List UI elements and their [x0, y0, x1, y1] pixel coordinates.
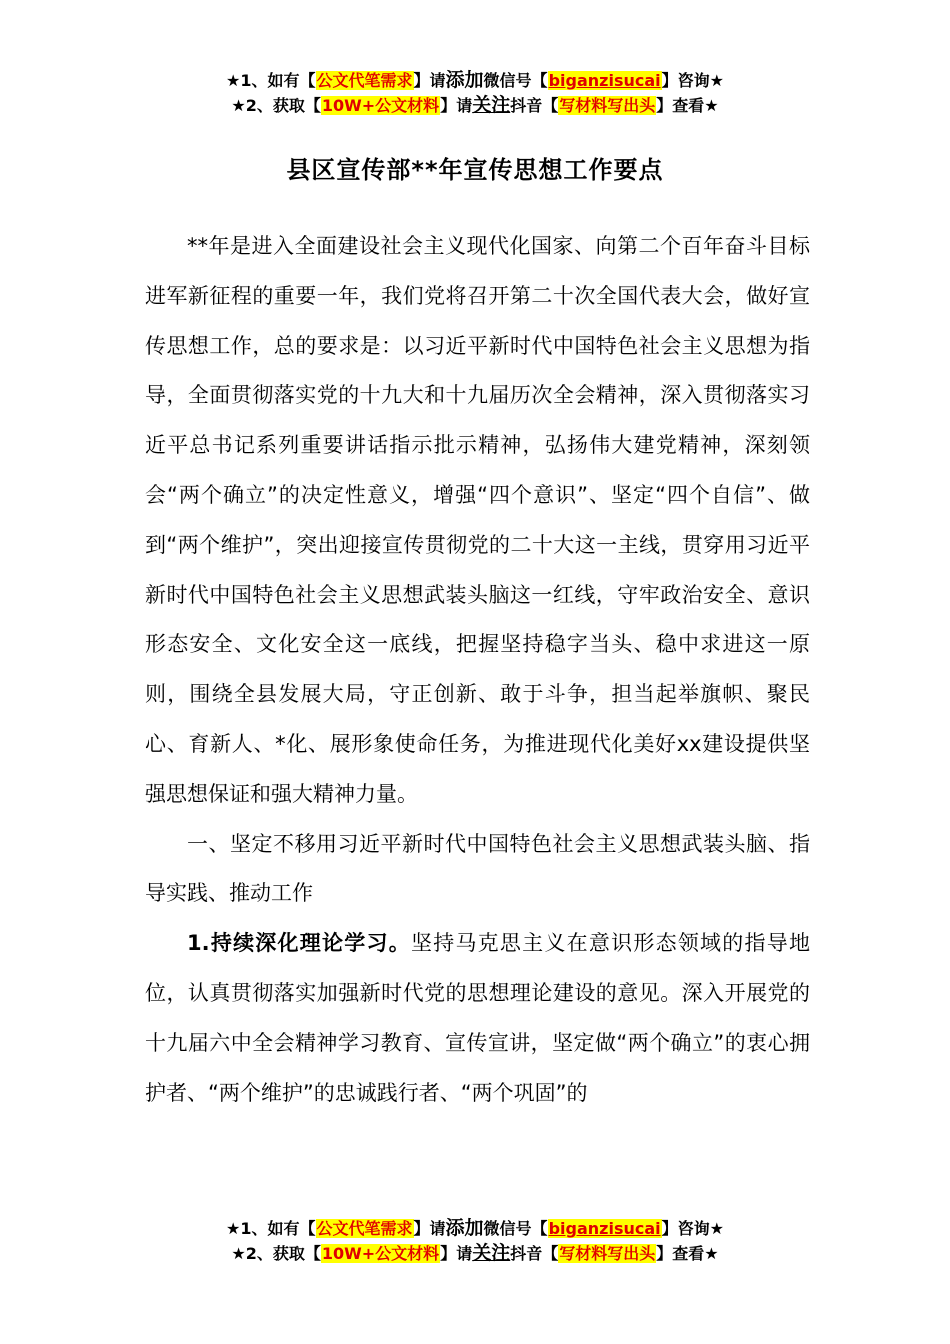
intro-paragraph: **年是进入全面建设社会主义现代化国家、向第二个百年奋斗目标进军新征程的重要一年，我们党将召开第二十次全国代表大会，做好宣传思想工作，总的要求是：以习近平新时代中国特色社会主义思想为指导，全面贯彻落实党的十九大和十九届历次全会精神，深入贯彻落实习近平总书记系列重要讲话指示批示精神，弘扬伟大建党精神，深刻领会“两个确立”的决定性意义，增强“四个意识”、坚定“四个自信”、做到“两个维护”，突出迎接宣传贯彻党的二十大这一主线，贯穿用习近平新时代中国特色社会主义思想武装头脑这一红线，守牢政治安全、意识形态安全、文化安全这一底线，把握坚持稳字当头、稳中求进这一原则，围绕全县发展大局，守正创新、敢于斗争，担当起举旗帜、聚民心、育新人、*化、展形象使命任务，为推进现代化美好xx建设提供坚强思想保证和强大精神力量。	[145, 234, 810, 806]
footer-banner	[0, 1216, 950, 1266]
highlight-wechat-id: biganzisucai	[548, 1219, 661, 1238]
banner-text: 抖音【	[510, 96, 559, 115]
item-text: 坚持马克思主义在意识形态领域的指导地位，认真贯彻落实加强新时代党的思想理论建设的意见。深入开展党的十九届六中全会精神学习教育、宣传宣讲，坚定做“两个确立”的衷心拥护者、“两个维护”的忠诚践行者、“两个巩固”的	[145, 931, 811, 1105]
item-paragraph-1	[145, 919, 810, 1118]
banner-text: 】请	[413, 1219, 446, 1238]
banner-text: 抖音【	[510, 1244, 559, 1263]
banner-emphasis: 关注	[472, 94, 511, 116]
highlight-materials: 10W+公文材料	[321, 1244, 440, 1263]
banner-text: 】请	[413, 71, 446, 90]
document-body	[145, 222, 810, 1118]
banner-text: 】请	[440, 96, 473, 115]
banner-text: 微信号【	[483, 1219, 548, 1238]
banner-emphasis: 添加	[445, 69, 484, 91]
banner-text: ★2、获取【	[231, 96, 321, 115]
banner-line-2	[0, 93, 950, 118]
header-banner	[0, 68, 950, 118]
banner-line-2	[0, 1241, 950, 1266]
banner-text: ★1、如有【	[226, 71, 316, 90]
highlight-service: 公文代笔需求	[316, 71, 413, 90]
banner-text: 】咨询★	[661, 71, 724, 90]
banner-emphasis: 添加	[445, 1217, 484, 1239]
banner-emphasis: 关注	[472, 1242, 511, 1264]
banner-text: 微信号【	[483, 71, 548, 90]
highlight-douyin: 写材料写出头	[559, 96, 656, 115]
highlight-douyin: 写材料写出头	[559, 1244, 656, 1263]
highlight-wechat-id: biganzisucai	[548, 71, 661, 90]
banner-text: 】查看★	[656, 96, 719, 115]
document-title: 县区宣传部**年宣传思想工作要点	[286, 156, 664, 184]
highlight-materials: 10W+公文材料	[321, 96, 440, 115]
banner-line-1	[0, 68, 950, 93]
section-heading-1: 一、坚定不移用习近平新时代中国特色社会主义思想武装头脑、指导实践、推动工作	[145, 831, 810, 906]
highlight-service: 公文代笔需求	[316, 1219, 413, 1238]
item-lead: 1.持续深化理论学习。	[187, 931, 411, 956]
banner-text: ★1、如有【	[226, 1219, 316, 1238]
banner-text: ★2、获取【	[231, 1244, 321, 1263]
banner-text: 】咨询★	[661, 1219, 724, 1238]
banner-line-1	[0, 1216, 950, 1241]
banner-text: 】查看★	[656, 1244, 719, 1263]
banner-text: 】请	[440, 1244, 473, 1263]
